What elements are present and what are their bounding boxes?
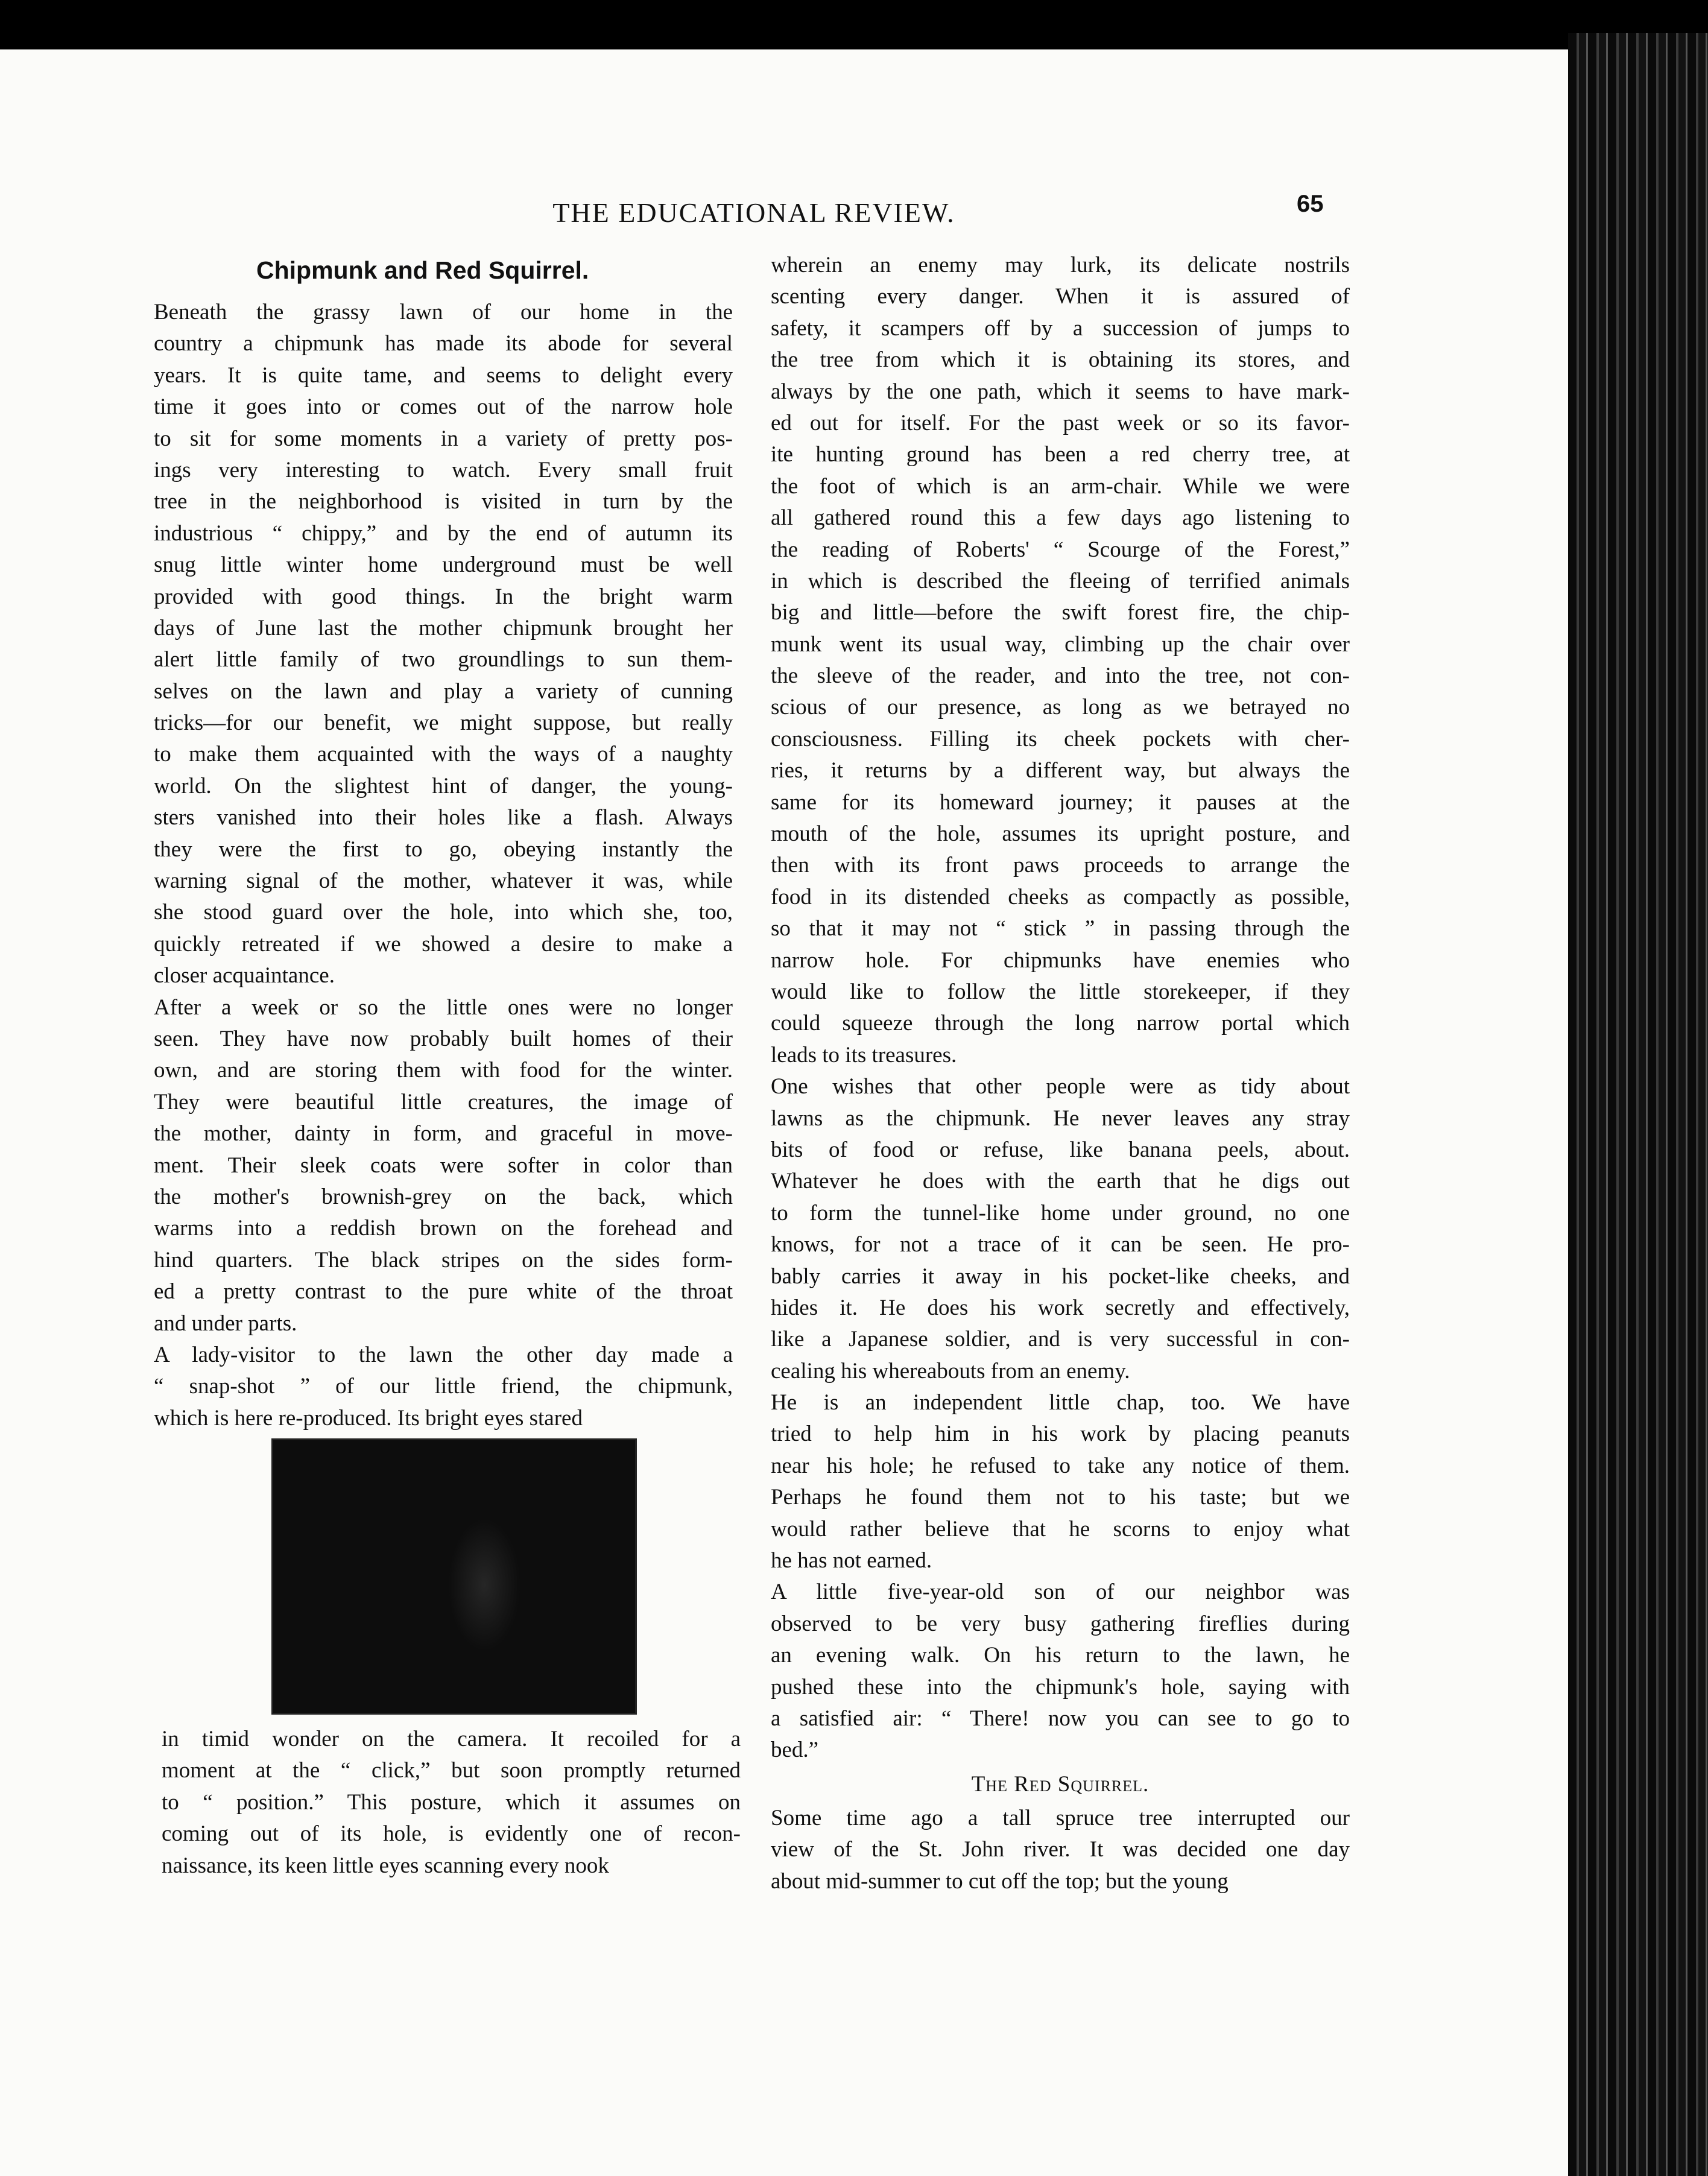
text-line: quickly retreated if we showed a desire to make a xyxy=(154,931,733,957)
text-line: which is here re-produced. Its bright eyes stared xyxy=(154,1405,583,1431)
text-line: ite hunting ground has been a red cherry tree, at xyxy=(771,442,1350,467)
text-line: moment at the “ click,” but soon promptly returned xyxy=(162,1758,741,1783)
text-line: lawns as the chipmunk. He never leaves any stray xyxy=(771,1105,1350,1131)
text-line: “ snap-shot ” of our little friend, the chipmunk, xyxy=(154,1374,733,1399)
text-line: the foot of which is an arm-chair. While we were xyxy=(771,473,1350,499)
text-line: munk went its usual way, climbing up the chair over xyxy=(771,631,1350,657)
text-line: After a week or so the little ones were no longer xyxy=(154,995,733,1020)
text-line: observed to be very busy gathering fireflies during xyxy=(771,1611,1350,1636)
left-column-bottom xyxy=(162,1724,741,1882)
text-line: hides it. He does his work secretly and effectively, xyxy=(771,1295,1350,1320)
text-line: bits of food or refuse, like banana peels, about. xyxy=(771,1137,1350,1162)
text-line: he has not earned. xyxy=(771,1548,932,1573)
running-header: THE EDUCATIONAL REVIEW. xyxy=(552,197,955,228)
text-line: provided with good things. In the bright warm xyxy=(154,584,733,609)
text-line: consciousness. Filling its cheek pockets with cher- xyxy=(771,726,1350,751)
text-line: ment. Their sleek coats were softer in color than xyxy=(154,1153,733,1178)
text-line: tricks—for our benefit, we might suppose, but really xyxy=(154,710,733,736)
text-line: ed out for itself. For the past week or so its favor- xyxy=(771,410,1350,435)
text-line: bed.” xyxy=(771,1738,819,1763)
section-subheading: The Red Squirrel. xyxy=(971,1771,1150,1797)
text-line: the mother's brownish-grey on the back, which xyxy=(154,1184,733,1209)
text-line: about mid-summer to cut off the top; but the young xyxy=(771,1868,1229,1894)
text-line: like a Japanese soldier, and is very successful in con- xyxy=(771,1327,1350,1352)
text-line: to sit for some moments in a variety of pretty pos- xyxy=(154,426,733,451)
text-line: then with its front paws proceeds to arrange the xyxy=(771,853,1350,878)
text-line: tried to help him in his work by placing peanuts xyxy=(771,1422,1350,1447)
text-line: scenting every danger. When it is assured of xyxy=(771,284,1350,309)
book-binding-edge xyxy=(1568,33,1708,2176)
text-line: leads to its treasures. xyxy=(771,1042,957,1067)
text-line: same for its homeward journey; it pauses at the xyxy=(771,789,1350,815)
text-line: seen. They have now probably built homes of their xyxy=(154,1026,733,1051)
text-line: Whatever he does with the earth that he digs out xyxy=(771,1169,1350,1194)
text-line: ries, it returns by a different way, but always the xyxy=(771,758,1350,783)
text-line: One wishes that other people were as tidy about xyxy=(771,1074,1350,1099)
text-line: alert little family of two groundlings to sun them- xyxy=(154,647,733,672)
text-line: all gathered round this a few days ago listening to xyxy=(771,505,1350,531)
text-line: Beneath the grassy lawn of our home in the xyxy=(154,300,733,324)
text-line: to form the tunnel-like home under ground, no one xyxy=(771,1200,1350,1226)
text-line: knows, for not a trace of it can be seen. He pro- xyxy=(771,1232,1350,1257)
text-line: hind quarters. The black stripes on the sides form- xyxy=(154,1247,733,1273)
text-line: cealing his whereabouts from an enemy. xyxy=(771,1358,1130,1384)
text-line: Some time ago a tall spruce tree interrupted our xyxy=(771,1805,1350,1830)
text-line: an evening walk. On his return to the lawn, he xyxy=(771,1643,1350,1668)
text-line: world. On the slightest hint of danger, the young- xyxy=(154,773,733,799)
text-line: the sleeve of the reader, and into the tree, not con- xyxy=(771,663,1350,689)
left-column-top xyxy=(154,297,733,1434)
text-line: scious of our presence, as long as we betrayed no xyxy=(771,695,1350,720)
text-line: narrow hole. For chipmunks have enemies who xyxy=(771,947,1350,973)
text-line: the tree from which it is obtaining its stores, and xyxy=(771,347,1350,373)
text-line: the reading of Roberts' “ Scourge of the Forest,” xyxy=(771,537,1350,562)
text-line: A little five-year-old son of our neighbor was xyxy=(771,1580,1350,1605)
text-line: bably carries it away in his pocket-like cheeks, and xyxy=(771,1264,1350,1289)
text-line: and under parts. xyxy=(154,1311,297,1336)
text-line: so that it may not “ stick ” in passing through the xyxy=(771,916,1350,941)
text-line: He is an independent little chap, too. We have xyxy=(771,1390,1350,1415)
text-line: would like to follow the little storekeeper, if they xyxy=(771,979,1350,1004)
article-title: Chipmunk and Red Squirrel. xyxy=(256,256,589,284)
text-line: the mother, dainty in form, and graceful in move- xyxy=(154,1121,733,1147)
chipmunk-photograph xyxy=(273,1440,635,1713)
text-line: coming out of its hole, is evidently one of recon- xyxy=(162,1821,741,1847)
text-line: food in its distended cheeks as compactly as possible, xyxy=(771,884,1350,909)
text-line: mouth of the hole, assumes its upright posture, and xyxy=(771,821,1350,847)
text-line: days of June last the mother chipmunk brought her xyxy=(154,615,733,640)
text-line: near his hole; he refused to take any notice of them. xyxy=(771,1453,1350,1478)
text-line: would rather believe that he scorns to enjoy what xyxy=(771,1516,1350,1542)
text-line: always by the one path, which it seems to have mark- xyxy=(771,379,1350,404)
text-line: own, and are storing them with food for the winter. xyxy=(154,1058,733,1083)
text-line: time it goes into or comes out of the narrow hole xyxy=(154,394,733,420)
text-line: she stood guard over the hole, into which she, too, xyxy=(154,900,733,925)
text-line: selves on the lawn and play a variety of cunning xyxy=(154,678,733,704)
text-line: wherein an enemy may lurk, its delicate nostrils xyxy=(771,253,1350,277)
text-line: sters vanished into their holes like a flash. Always xyxy=(154,805,733,830)
text-line: ed a pretty contrast to the pure white of the throat xyxy=(154,1279,733,1305)
text-line: tree in the neighborhood is visited in turn by the xyxy=(154,489,733,514)
text-line: view of the St. John river. It was decided one day xyxy=(771,1837,1350,1862)
text-line: a satisfied air: “ There! now you can see to go to xyxy=(771,1706,1350,1731)
text-line: closer acquaintance. xyxy=(154,963,335,988)
photo-subject-shadow xyxy=(448,1519,520,1651)
text-line: could squeeze through the long narrow portal which xyxy=(771,1011,1350,1036)
text-line: in which is described the fleeing of terrified animals xyxy=(771,568,1350,593)
text-line: to make them acquainted with the ways of a naughty xyxy=(154,742,733,767)
text-line: years. It is quite tame, and seems to delight every xyxy=(154,362,733,388)
text-line: they were the first to go, obeying instantly the xyxy=(154,837,733,862)
text-line: in timid wonder on the camera. It recoiled for a xyxy=(162,1727,741,1751)
text-line: big and little—before the swift forest fire, the chip- xyxy=(771,600,1350,625)
text-line: safety, it scampers off by a succession of jumps to xyxy=(771,315,1350,341)
page-number: 65 xyxy=(1297,191,1324,217)
text-line: pushed these into the chipmunk's hole, saying with xyxy=(771,1674,1350,1700)
text-line: They were beautiful little creatures, the image of xyxy=(154,1089,733,1115)
text-line: snug little winter home underground must be well xyxy=(154,552,733,578)
text-line: warning signal of the mother, whatever it was, while xyxy=(154,868,733,894)
text-line: ings very interesting to watch. Every small fruit xyxy=(154,457,733,482)
text-line: country a chipmunk has made its abode for several xyxy=(154,331,733,356)
text-line: to “ position.” This posture, which it assumes on xyxy=(162,1789,741,1815)
text-line: A lady-visitor to the lawn the other day made a xyxy=(154,1342,733,1367)
text-line: industrious “ chippy,” and by the end of autumn its xyxy=(154,520,733,546)
text-line: warms into a reddish brown on the forehead and xyxy=(154,1216,733,1241)
text-line: Perhaps he found them not to his taste; but we xyxy=(771,1485,1350,1510)
right-column xyxy=(771,250,1350,1897)
text-line: naissance, its keen little eyes scanning every nook xyxy=(162,1853,609,1878)
